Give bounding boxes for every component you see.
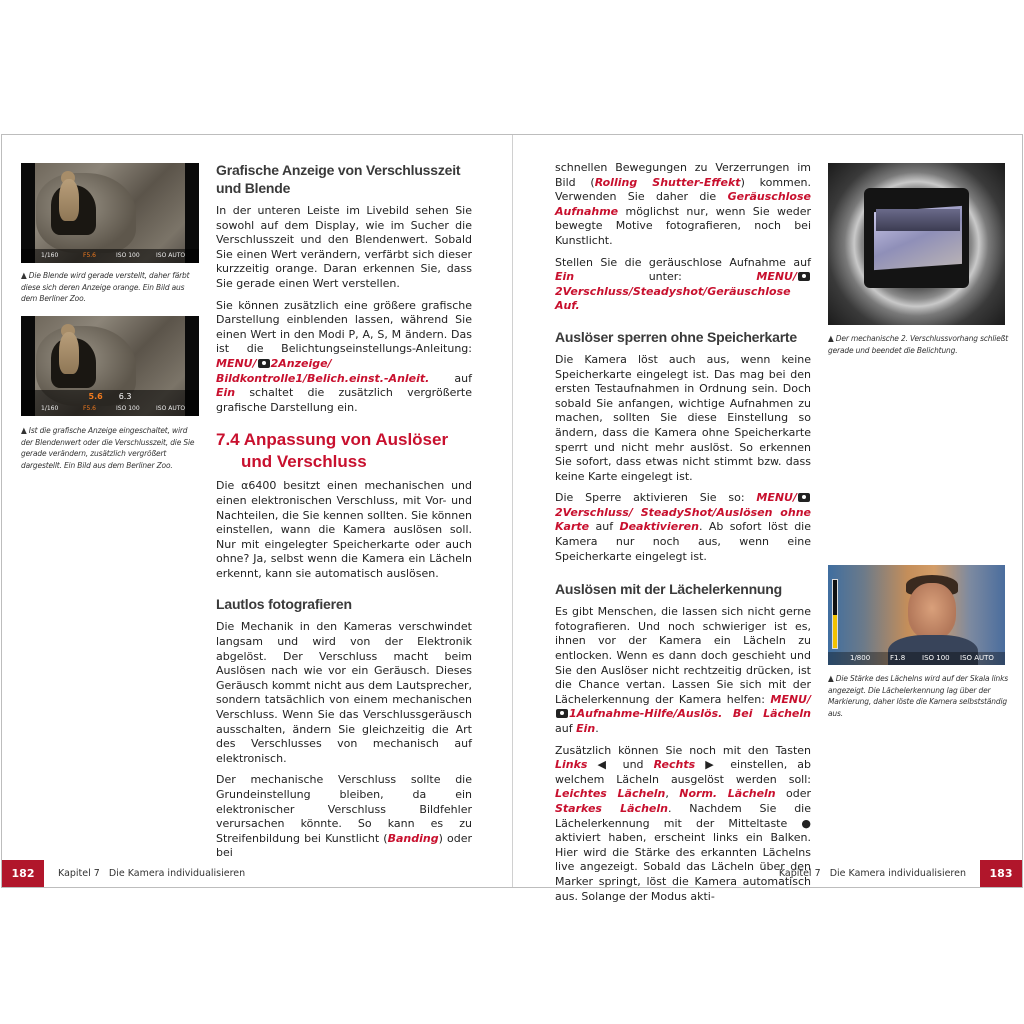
paragraph: Die Sperre aktivieren Sie so: MENU/2Verschluss/ SteadyShot/Auslösen ohne Karte auf Deaktivieren. Ab sofort löst die Kamera nur noch aus, wenn eine Speicherkarte eingelegt ist. xyxy=(555,491,812,563)
footer-right xyxy=(513,860,1022,887)
smile-strength-scale xyxy=(832,579,838,649)
paragraph: Sie können zusätzlich eine größere grafische Darstellung einblenden lassen, während Sie einen Wert in den Modi P, A, S, M ändern. Das ist die Belichtungseinstellungs-Anleitung: MENU/ 2Anzeige/ Bildkontrolle1/Belich.einst.-Anleit. auf Ein schaltet die zusätzlich vergrößerte grafische Darstellung ein. xyxy=(216,298,472,414)
page-number: 183 xyxy=(980,860,1022,887)
heading-lautlos: Lautlos fotografieren xyxy=(216,596,352,613)
paragraph: Stellen Sie die geräuschlose Aufnahme auf Ein unter: MENU/2Verschluss/Steadyshot/Geräuschlose Auf. xyxy=(555,255,811,313)
paragraph: Es gibt Menschen, die lassen sich nicht gerne fotografieren. Und noch schwieriger ist es, ihnen vor der Kamera ein Lächeln zu entlocken. Wenn es dann doch geschieht und Sie den Auslöser nicht rechtzeitig drücken, ist die Chance vertan. Lassen Sie sich mit der Lächelerkennung der Kamera helfen: MENU/1Aufnahme-Hilfe/Auslös. Bei Lächeln auf Ein. xyxy=(555,605,811,735)
heading-laechelerkennung: Auslösen mit der Lächelerkennung xyxy=(555,581,782,598)
page-gutter xyxy=(512,135,513,887)
photo-caption-3: ▲ Der mechanische 2. Verschlussvorhang schließt gerade und beendet die Belichtung. xyxy=(828,333,1008,355)
camera-icon xyxy=(258,359,270,368)
paragraph: Der mechanische Verschluss sollte die Grundeinstellung bleiben, da ein elektronischer Verschluss Bildfehler verursachen könnte. So kann es zu Streifenbildung bei Kunstlicht (Banding) oder bei xyxy=(216,773,472,860)
meerkat-photo-2: 5.6 6.3 1/160 F5.6 ISO 100 ISO AUTO xyxy=(21,316,199,416)
right-text-column xyxy=(555,161,811,911)
paragraph: Die α6400 besitzt einen mechanischen und einen elektronischen Verschluss, mit Vor- und Nachteilen, die Sie kennen sollten. Sie können einstellen, wann die Kamera auslösen soll. Nur mit eingelegter Speicherkarte oder auch ohne? Ja, selbst wenn die Kamera ein Lächeln erkennt, kann sie automatisch auslösen. xyxy=(216,479,472,580)
smile-level-fill xyxy=(833,615,837,648)
camera-icon xyxy=(798,272,810,281)
left-text-column xyxy=(216,149,472,868)
heading-ausloeser-sperren: Auslöser sperren ohne Speicherkarte xyxy=(555,328,797,345)
paragraph: Die Kamera löst auch aus, wenn keine Speicherkarte eingelegt ist. Das mag bei den ersten Testaufnahmen in Ordnung sein. Doch sobald Sie anfangen, wichtige Aufnahmen zu machen, sollten Sie diese Einstellung so ändern, dass die Kamera ohne Speicherkarte sperrt und nicht mehr auslöst. So erkennen Sie sofort, dass etwas nicht stimmt bzw. dass keine Karte eingelegt ist. xyxy=(555,352,811,483)
footer-left xyxy=(2,860,511,887)
page-number: 182 xyxy=(2,860,44,887)
photo-caption-1: ▲ Die Blende wird gerade verstellt, daher färbt diese sich deren Anzeige orange. Ein Bild aus dem Berliner Zoo. xyxy=(21,270,190,303)
heading-grafische-anzeige: Grafische Anzeige von Verschlusszeit und Blende xyxy=(216,162,461,196)
photo-caption-2: ▲ Ist die grafische Anzeige eingeschaltet, wird der Blendenwert oder die Verschlusszeit, die Sie gerade verändern, zusätzlich vergrößert dargestellt. Ein Bild aus dem Berliner Zoo. xyxy=(21,425,195,470)
paragraph: Zusätzlich können Sie noch mit den Tasten Links ◀ und Rechts ▶ einstellen, ab welchem Lächeln ausgelöst werden soll: Leichtes Lächeln, Norm. Lächeln oder Starkes Lächeln. Nachdem Sie die Lächelerkennung mit der Mitteltaste ● aktiviert haben, erscheint links ein Balken. Hier wird die Stärke des erkannten Lächelns live angezeigt. Sobald das Lächeln über den Marker springt, löst die Kamera automatisch aus. Solange der Modus akti- xyxy=(555,743,811,903)
shutter-curtain-photo xyxy=(828,163,1005,325)
photo-caption-4: ▲ Die Stärke des Lächelns wird auf der Skala links angezeigt. Die Lächelerkennung lag über der Markierung, daher löste die Kamera selbstständig aus. xyxy=(828,673,1008,718)
paragraph: In der unteren Leiste im Livebild sehen Sie sowohl auf dem Display, wie im Sucher die Verschlusszeit und den Blendenwert. Sobald Sie einen Wert verändern, verfärbt sich dieser kurzzeitig orange. Daran erkennen Sie, dass Sie gerade einen Wert verstellen. xyxy=(216,204,472,290)
camera-icon xyxy=(798,493,810,502)
camera-icon xyxy=(556,709,568,718)
paragraph: schnellen Bewegungen zu Verzerrungen im Bild (Rolling Shutter-Effekt) kommen. Verwenden Sie daher die Geräuschlose Aufnahme möglichst nur, wenn Sie weder bewegte Motive fotografieren, noch bei Kunstlicht. xyxy=(555,161,811,247)
section-heading-7-4: 7.4 Anpassung von Auslöser und Verschluss xyxy=(216,430,449,472)
smiling-man-photo: 1/800 F1.8 ISO 100 ISO AUTO xyxy=(828,565,1005,665)
paragraph: Die Mechanik in den Kameras verschwindet langsam und wird von der Elektronik abgelöst. Der Verschluss macht beim Auslösen nach wie vor ein Geräusch. Dieses Geräusch kommt nicht aus dem Lautsprecher, sondern tatsächlich von einem mechanischen Verschluss. Wenn Sie das Verschlussgeräusch ausschalten, ändern Sie gleichzeitig die Art des Verschlusses von mechanisch auf elektronisch. xyxy=(216,620,472,765)
footer-chapter: Kapitel 7 Die Kamera individualisieren xyxy=(58,868,246,879)
meerkat-photo-1: 1/160 F5.6 ISO 100 ISO AUTO xyxy=(21,163,199,263)
book-spread xyxy=(1,134,1023,903)
footer-chapter: Kapitel 7 Die Kamera individualisieren xyxy=(778,868,966,879)
